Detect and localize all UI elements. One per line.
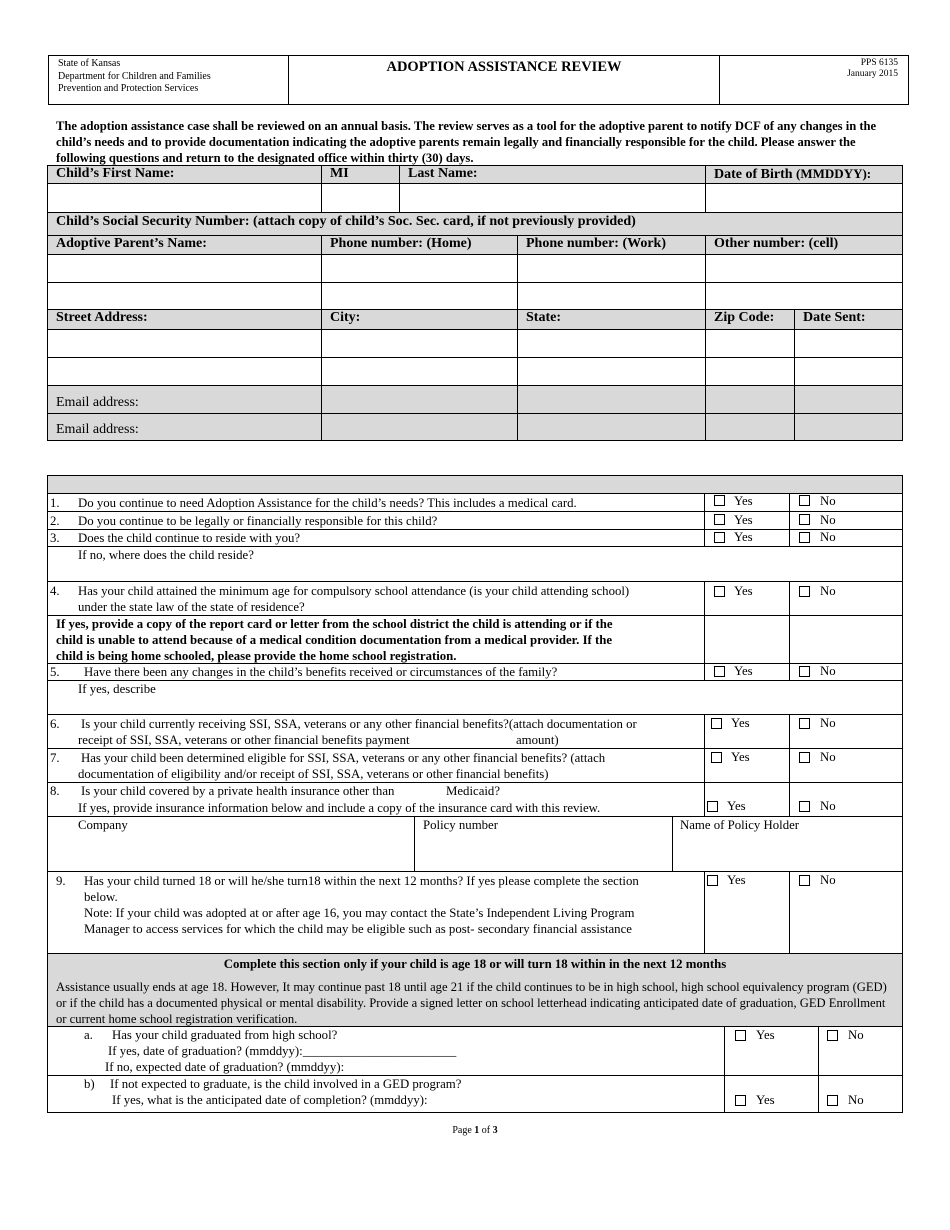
divider — [724, 1027, 725, 1075]
question-1-row — [48, 493, 902, 511]
form-date: January 2015 — [847, 69, 898, 79]
q5-followup-text: If yes, describe — [78, 682, 156, 696]
question-3-followup-row — [48, 546, 902, 581]
q8-yes-checkbox[interactable] — [707, 801, 718, 812]
q3-no-checkbox[interactable] — [799, 532, 810, 543]
date-sent-field-1[interactable] — [795, 330, 903, 358]
email-label-1: Email address: — [48, 386, 322, 414]
divider — [789, 512, 790, 529]
divider — [704, 664, 705, 680]
q2-no-checkbox[interactable] — [799, 514, 810, 525]
q6-amount-text: amount) — [516, 733, 559, 747]
q4-no-label: No — [820, 584, 836, 598]
question-9-row — [48, 871, 902, 953]
email-field-2c[interactable] — [706, 414, 795, 441]
section-a-label: a. — [84, 1028, 93, 1042]
email-field-2a[interactable] — [322, 414, 518, 441]
section-a-row — [48, 1026, 902, 1075]
divider — [704, 783, 705, 816]
q8-text-line2: If yes, provide insurance information below and include a copy of the insurance card with this review. — [78, 801, 601, 815]
q4-note-line3: child is being home schooled, please provide the home school registration. — [56, 649, 457, 663]
section-a-yes-checkbox[interactable] — [735, 1030, 746, 1041]
policy-holder-label: Name of Policy Holder — [680, 818, 800, 832]
q9-note-line1: Note: If your child was adopted at or after age 16, you may contact the State’s Independent Living Program — [84, 906, 635, 920]
q6-number: 6. — [50, 717, 60, 731]
divider — [818, 1076, 819, 1112]
q8-no-checkbox[interactable] — [799, 801, 810, 812]
parent-name-field-2[interactable] — [48, 283, 322, 310]
divider — [704, 872, 705, 953]
section-a-yes-text: If yes, date of graduation? (mmddyy):________________________ — [108, 1044, 457, 1058]
intro-text: The adoption assistance case shall be reviewed on an annual basis. The review serves as a tool for the adoptive parent to notify DCF of any changes in the child’s needs and to provide documentation indicating the adoptive parents remain legally and financially responsible for the child. Please answer the following questions and return to the designated office within thirty (30) days. — [56, 119, 877, 165]
q7-yes-label: Yes — [731, 750, 750, 764]
divider — [704, 530, 705, 546]
q6-text-line2: receipt of SSI, SSA, veterans or other financial benefits payment — [78, 733, 410, 747]
city-field-1[interactable] — [322, 330, 518, 358]
form-title: ADOPTION ASSISTANCE REVIEW — [289, 56, 720, 104]
date-sent-label: Date Sent: — [795, 310, 903, 330]
divider — [704, 512, 705, 529]
q9-yes-label: Yes — [727, 873, 746, 887]
other-number-field-1[interactable] — [706, 255, 903, 283]
divider — [789, 783, 790, 816]
section-b-yes-label: Yes — [756, 1093, 775, 1107]
q5-yes-checkbox[interactable] — [714, 666, 725, 677]
divider — [789, 616, 790, 663]
section-a-no-label: No — [848, 1028, 864, 1042]
q5-yes-label: Yes — [734, 664, 753, 678]
section-b-no-checkbox[interactable] — [827, 1095, 838, 1106]
zip-field-1[interactable] — [706, 330, 795, 358]
street-field-2[interactable] — [48, 358, 322, 386]
q9-text-line1: Has your child turned 18 or will he/she turn18 within the next 12 months? If yes please complete the section — [84, 874, 639, 888]
q3-yes-checkbox[interactable] — [714, 532, 725, 543]
zip-field-2[interactable] — [706, 358, 795, 386]
policy-number-label: Policy number — [423, 818, 498, 832]
state-field-2[interactable] — [518, 358, 706, 386]
q2-no-label: No — [820, 513, 836, 527]
street-field-1[interactable] — [48, 330, 322, 358]
question-4-note-row — [48, 615, 902, 663]
divider — [704, 582, 705, 615]
q2-yes-checkbox[interactable] — [714, 514, 725, 525]
q9-no-checkbox[interactable] — [799, 875, 810, 886]
child-parent-info-table — [47, 165, 903, 441]
divider — [789, 582, 790, 615]
email-field-1d[interactable] — [795, 386, 903, 414]
q8-no-label: No — [820, 799, 836, 813]
parent-name-label: Adoptive Parent’s Name: — [48, 236, 322, 255]
question-4-row — [48, 581, 902, 615]
divider — [789, 872, 790, 953]
form-id-block — [720, 56, 908, 104]
q8-number: 8. — [50, 784, 60, 798]
phone-home-label: Phone number: (Home) — [322, 236, 518, 255]
email-field-2b[interactable] — [518, 414, 706, 441]
dob-format: (MMDDYY): — [796, 166, 872, 181]
section-b-row — [48, 1075, 902, 1112]
question-7-row — [48, 748, 902, 782]
divider — [704, 616, 705, 663]
divider — [704, 715, 705, 748]
email-label-2: Email address: — [48, 414, 322, 441]
q1-yes-checkbox[interactable] — [714, 495, 725, 506]
question-8-row — [48, 782, 902, 816]
child-first-name-field[interactable] — [48, 184, 322, 213]
q6-no-checkbox[interactable] — [799, 718, 810, 729]
email-field-1b[interactable] — [518, 386, 706, 414]
q4-text-line1: Has your child attained the minimum age for compulsory school attendance (is your child attending school) — [78, 584, 630, 598]
state-field-1[interactable] — [518, 330, 706, 358]
q7-no-label: No — [820, 750, 836, 764]
q7-number: 7. — [50, 751, 60, 765]
questions-table — [47, 475, 903, 1113]
q2-yes-label: Yes — [734, 513, 753, 527]
child-ssn-label: Child’s Social Security Number: (attach copy of child’s Soc. Sec. card, if not previously provided) — [48, 213, 903, 236]
divider — [414, 817, 415, 871]
divider — [724, 1076, 725, 1112]
q3-text: Does the child continue to reside with you? — [78, 531, 301, 545]
q4-yes-label: Yes — [734, 584, 753, 598]
q4-no-checkbox[interactable] — [799, 586, 810, 597]
dob-label — [706, 166, 903, 184]
section-a-yes-label: Yes — [756, 1028, 775, 1042]
form-number: PPS 6135 — [860, 58, 898, 68]
q4-yes-checkbox[interactable] — [714, 586, 725, 597]
q1-text: Do you continue to need Adoption Assistance for the child’s needs? This includes a medical card. — [78, 496, 577, 510]
email-field-1a[interactable] — [322, 386, 518, 414]
q5-text: Have there been any changes in the child’s benefits received or circumstances of the family? — [84, 665, 558, 679]
q3-number: 3. — [50, 531, 60, 545]
parent-name-field-1[interactable] — [48, 255, 322, 283]
q3-yes-label: Yes — [734, 530, 753, 544]
dob-field[interactable] — [706, 184, 903, 213]
q1-no-label: No — [820, 494, 836, 508]
date-sent-field-2[interactable] — [795, 358, 903, 386]
mi-field[interactable] — [322, 184, 400, 213]
agency-line-1: State of Kansas — [58, 58, 121, 69]
divider — [789, 664, 790, 680]
page-total: 3 — [492, 1125, 498, 1136]
section-a-no-checkbox[interactable] — [827, 1030, 838, 1041]
child-first-name-label: Child’s First Name: — [48, 166, 322, 184]
q3-no-label: No — [820, 530, 836, 544]
q4-note-line1: If yes, provide a copy of the report card or letter from the school district the child is attending or if the — [56, 617, 613, 631]
age-18-section-header — [48, 953, 902, 1026]
question-6-row — [48, 714, 902, 748]
agency-block — [49, 56, 289, 104]
q6-no-label: No — [820, 716, 836, 730]
q6-yes-label: Yes — [731, 716, 750, 730]
q6-yes-checkbox[interactable] — [711, 718, 722, 729]
q9-number: 9. — [56, 874, 66, 888]
other-number-label: Other number: (cell) — [706, 236, 903, 255]
q2-number: 2. — [50, 514, 60, 528]
zip-label: Zip Code: — [706, 310, 795, 330]
page-of: of — [479, 1125, 493, 1136]
last-name-label: Last Name: — [400, 166, 706, 184]
section-a-question: Has your child graduated from high school? — [112, 1028, 338, 1042]
q5-number: 5. — [50, 665, 60, 679]
q2-text: Do you continue to be legally or financially responsible for this child? — [78, 514, 438, 528]
phone-work-field-2[interactable] — [518, 283, 706, 310]
question-5-followup-row — [48, 680, 902, 714]
questions-header-bar — [48, 476, 902, 493]
section-b-no-label: No — [848, 1093, 864, 1107]
question-5-row — [48, 663, 902, 680]
phone-home-field-1[interactable] — [322, 255, 518, 283]
street-label: Street Address: — [48, 310, 322, 330]
q9-note-line2: Manager to access services for which the child may be eligible such as post- secondary financial assistance — [84, 922, 632, 936]
phone-home-field-2[interactable] — [322, 283, 518, 310]
q3-followup-text: If no, where does the child reside? — [78, 548, 254, 562]
page-footer — [0, 1125, 950, 1136]
divider — [789, 749, 790, 782]
agency-line-3: Prevention and Protection Services — [58, 83, 199, 94]
q7-yes-checkbox[interactable] — [711, 752, 722, 763]
section-b-label: b) — [84, 1077, 95, 1091]
company-label: Company — [78, 818, 128, 832]
mi-label: MI — [322, 166, 400, 184]
other-number-field-2[interactable] — [706, 283, 903, 310]
section-b-yes-text: If yes, what is the anticipated date of completion? (mmddyy): — [112, 1093, 428, 1107]
insurance-info-row — [48, 816, 902, 871]
city-field-2[interactable] — [322, 358, 518, 386]
q9-no-label: No — [820, 873, 836, 887]
q8-text-line1a: Is your child covered by a private health insurance other than — [81, 784, 395, 798]
divider — [704, 749, 705, 782]
state-label: State: — [518, 310, 706, 330]
q8-yes-label: Yes — [727, 799, 746, 813]
q7-text-line2: documentation of eligibility and/or receipt of SSI, SSA, veterans or other financial benefits) — [78, 767, 549, 781]
q5-no-label: No — [820, 664, 836, 678]
divider — [818, 1027, 819, 1075]
divider — [672, 817, 673, 871]
email-field-1c[interactable] — [706, 386, 795, 414]
divider — [789, 494, 790, 511]
phone-work-field-1[interactable] — [518, 255, 706, 283]
age-18-section-text: Assistance usually ends at age 18. However, It may continue past 18 until age 21 if the child continues to be in high school, high school equivalency program (GED) or if the child has a documented physical or mental disability. Provide a signed letter on school letterhead indicating anticipated date of graduation, GED Enrollment or current home school registration verification. — [56, 980, 887, 1026]
q4-text-line2: under the state law of the state of residence? — [78, 600, 305, 614]
form-header — [48, 55, 909, 105]
q7-no-checkbox[interactable] — [799, 752, 810, 763]
city-label: City: — [322, 310, 518, 330]
agency-line-2: Department for Children and Families — [58, 70, 211, 82]
q9-text-line2: below. — [84, 890, 118, 904]
section-a-no-text: If no, expected date of graduation? (mmddyy): — [105, 1060, 345, 1074]
q8-text-line1b: Medicaid? — [446, 784, 501, 798]
q1-number: 1. — [50, 496, 60, 510]
q1-no-checkbox[interactable] — [799, 495, 810, 506]
q1-yes-label: Yes — [734, 494, 753, 508]
q4-note-line2: child is unable to attend because of a medical condition documentation from a medical provider. If the — [56, 633, 613, 647]
q4-number: 4. — [50, 584, 60, 598]
divider — [704, 494, 705, 511]
last-name-field[interactable] — [400, 184, 706, 213]
divider — [789, 715, 790, 748]
q9-yes-checkbox[interactable] — [707, 875, 718, 886]
q5-no-checkbox[interactable] — [799, 666, 810, 677]
q6-text-line1: Is your child currently receiving SSI, SSA, veterans or any other financial benefits?(attach documentation or — [81, 717, 637, 731]
section-b-question: If not expected to graduate, is the child involved in a GED program? — [110, 1077, 462, 1091]
q7-text-line1: Has your child been determined eligible for SSI, SSA, veterans or any other financial benefits? (attach — [81, 751, 606, 765]
page-prefix: Page — [452, 1125, 475, 1136]
email-field-2d[interactable] — [795, 414, 903, 441]
section-b-yes-checkbox[interactable] — [735, 1095, 746, 1106]
page-current: 1 — [474, 1125, 480, 1136]
question-2-row — [48, 511, 902, 529]
question-3-row — [48, 529, 902, 546]
divider — [789, 530, 790, 546]
phone-work-label: Phone number: (Work) — [518, 236, 706, 255]
age-18-section-title: Complete this section only if your child is age 18 or will turn 18 within in the next 12 months — [223, 957, 727, 971]
dob-label-text: Date of Birth — [714, 167, 793, 182]
